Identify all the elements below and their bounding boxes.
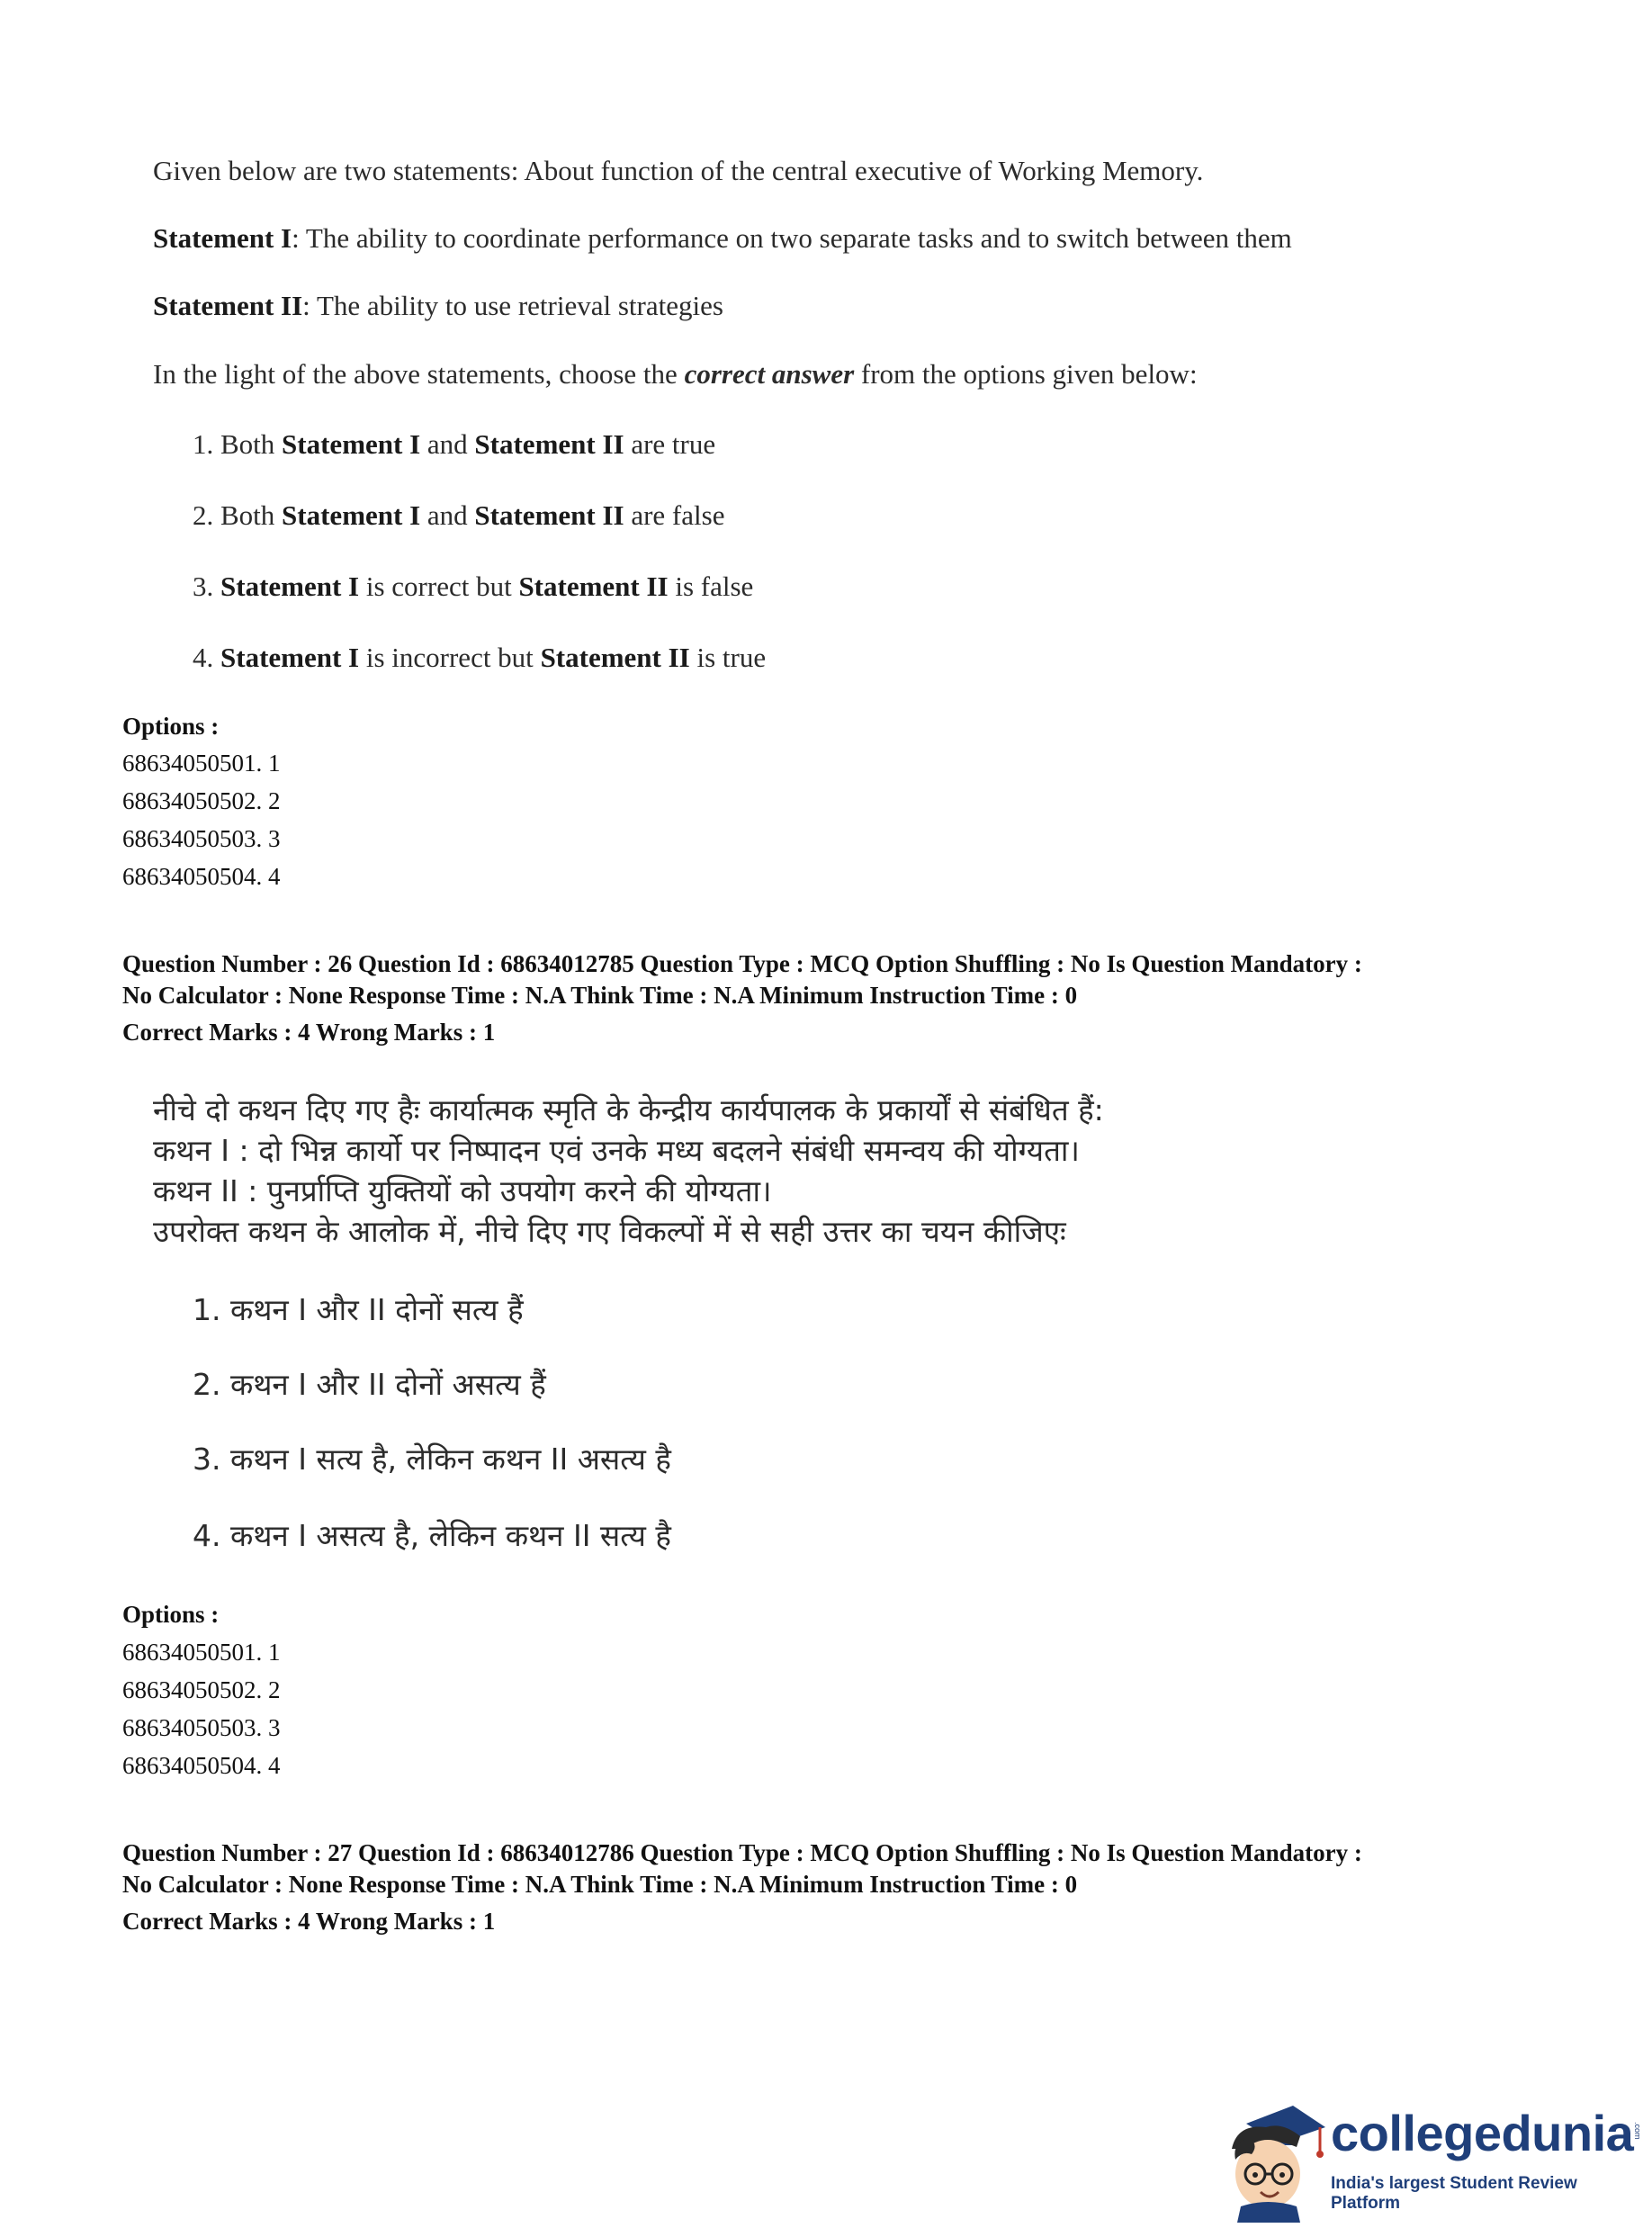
q25-option-4: 4. Statement I is incorrect but Statement II is true — [193, 642, 767, 673]
option-id-line: 68634050501. 1 — [122, 1639, 281, 1666]
q26-meta-line-1: Question Number : 26 Question Id : 68634012785 Question Type : MCQ Option Shuffling : No Is Question Mandatory : — [122, 950, 1362, 977]
q25-option-1: 1. Both Statement I and Statement II are true — [193, 428, 716, 460]
q26-hindi-line-2: कथन I : दो भिन्न कार्यो पर निष्पादन एवं उनके मध्य बदलने संबंधी समन्वय की योग्यता। — [153, 1133, 1080, 1168]
q25-option-2: 2. Both Statement I and Statement II are false — [193, 499, 725, 531]
q27-meta-line-2: No Calculator : None Response Time : N.A Think Time : N.A Minimum Instruction Time : 0 — [122, 1871, 1078, 1898]
q26-hindi-option-3: 3. कथन I सत्य है, लेकिन कथन II असत्य है — [193, 1442, 671, 1477]
q26-hindi-option-1: 1. कथन I और II दोनों सत्य हैं — [193, 1292, 524, 1327]
option-id-line: 68634050504. 4 — [122, 863, 281, 890]
option-id-line: 68634050502. 2 — [122, 1676, 281, 1703]
brand-name: collegedunia — [1331, 2105, 1634, 2161]
options-label: Options : — [122, 1601, 220, 1628]
q25-instruction: In the light of the above statements, choose the correct answer from the options given below: — [153, 358, 1198, 390]
option-id-line: 68634050502. 2 — [122, 787, 281, 814]
options-label: Options : — [122, 713, 220, 740]
q26-hindi-option-4: 4. कथन I असत्य है, लेकिन कथन II सत्य है — [193, 1518, 671, 1553]
q25-option-3: 3. Statement I is correct but Statement II is false — [193, 570, 754, 602]
collegedunia-logo[interactable] — [1219, 2097, 1642, 2223]
option-id-line: 68634050501. 1 — [122, 750, 281, 777]
option-id-line: 68634050503. 3 — [122, 825, 281, 852]
q26-marks: Correct Marks : 4 Wrong Marks : 1 — [122, 1019, 496, 1046]
brand-com: .com — [1633, 2122, 1642, 2140]
q26-meta-line-2: No Calculator : None Response Time : N.A Think Time : N.A Minimum Instruction Time : 0 — [122, 982, 1078, 1009]
brand-tagline: India's largest Student Review Platform — [1331, 2174, 1577, 2213]
option-id-line: 68634050504. 4 — [122, 1752, 281, 1779]
option-id-line: 68634050503. 3 — [122, 1714, 281, 1741]
q27-marks: Correct Marks : 4 Wrong Marks : 1 — [122, 1908, 496, 1935]
student-mascot-icon — [1219, 2097, 1329, 2223]
q26-hindi-option-2: 2. कथन I और II दोनों असत्य हैं — [193, 1367, 546, 1402]
q26-hindi-line-4: उपरोक्त कथन के आलोक में, नीचे दिए गए विकल्पों में से सही उत्तर का चयन कीजिएः — [153, 1214, 1066, 1249]
q25-intro: Given below are two statements: About function of the central executive of Working Memory. — [153, 155, 1204, 186]
q26-hindi-line-3: कथन II : पुनर्प्राप्ति युक्तियों को उपयोग करने की योग्यता। — [153, 1173, 772, 1208]
q25-statement-1: Statement I: The ability to coordinate performance on two separate tasks and to switch between them — [153, 222, 1292, 254]
q27-meta-line-1: Question Number : 27 Question Id : 68634012786 Question Type : MCQ Option Shuffling : No Is Question Mandatory : — [122, 1839, 1362, 1866]
q25-statement-2: Statement II: The ability to use retrieval strategies — [153, 290, 723, 321]
q26-hindi-line-1: नीचे दो कथन दिए गए हैः कार्यात्मक स्मृति के केन्द्रीय कार्यपालक के प्रकार्यों से संबंधित हैं: — [153, 1092, 1104, 1127]
